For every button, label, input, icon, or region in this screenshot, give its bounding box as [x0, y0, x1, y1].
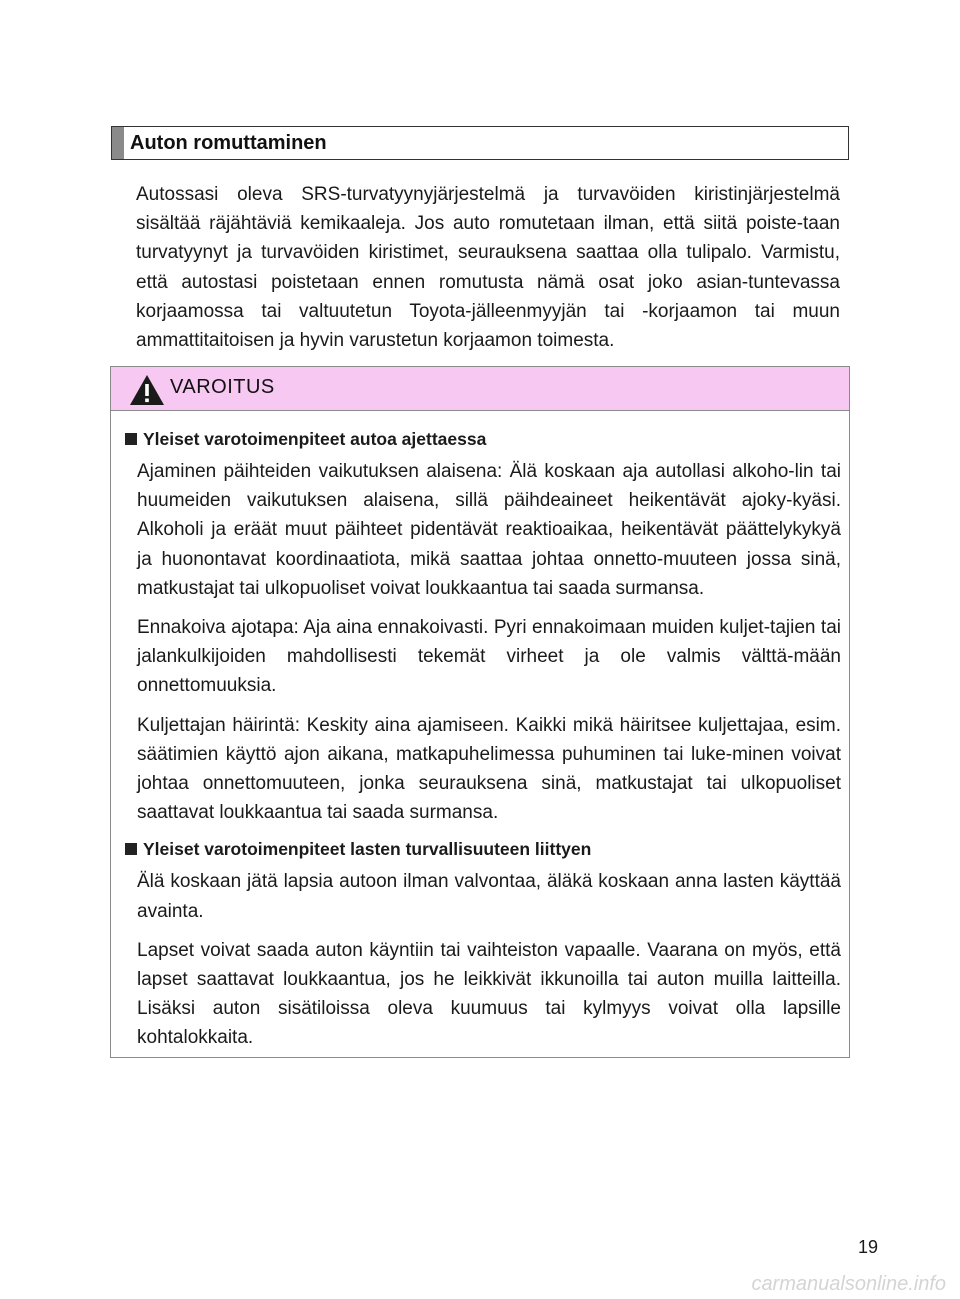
- section-title: Auton romuttaminen: [130, 132, 327, 154]
- warning-box: [110, 366, 850, 1058]
- subheading-text: Yleiset varotoimenpiteet autoa ajettaessa: [143, 429, 487, 449]
- warning-paragraph: Kuljettajan häirintä: Keskity aina ajamiseen. Kaikki mikä häiritsee kuljettajaa, esim. säätimien käyttö ajon aikana, matkapuhelimessa puhuminen tai luke-minen voivat johtaa onnettomuuteen, jonka seurauksena sinä, matkustajat tai ulkopuoliset saattavat loukkaantua tai saada surmansa.: [137, 714, 841, 824]
- warning-triangle-icon: [129, 374, 165, 406]
- bullet-square-icon: [125, 843, 137, 855]
- warning-paragraph: Ennakoiva ajotapa: Aja aina ennakoivasti. Pyri ennakoimaan muiden kuljet-tajien tai jalankulkijoiden mahdollisesti tekemät virheet ja ole valmis välttä-mään onnettomuuksia.: [137, 617, 841, 697]
- intro-paragraph: Autossasi oleva SRS-turvatyynyjärjestelmä ja turvavöiden kiristinjärjestelmä sisältää räjähtäviä kemikaaleja. Jos auto romutetaan ilman, että siitä poiste-taan turvatyynyt ja turvavöiden kiristimet, seurauksena saattaa olla tulipalo. Varmistu, että autostasi poistetaan ennen romutusta nämä osat joko asian-tuntevassa korjaamossa tai valtuutetun Toyota-jälleenmyyjän tai -korjaamon tai muun ammattitaitoisen ja hyvin varustetun korjaamon toimesta.: [136, 184, 840, 352]
- warning-paragraph: Älä koskaan jätä lapsia autoon ilman valvontaa, äläkä koskaan anna lasten käyttää avainta.: [137, 871, 841, 922]
- subheading-text: Yleiset varotoimenpiteet lasten turvallisuuteen liittyen: [143, 839, 592, 860]
- warning-label: VAROITUS: [170, 376, 275, 398]
- section-header: [111, 126, 849, 160]
- footer-watermark[interactable]: carmanualsonline.info: [751, 1273, 946, 1295]
- section-header-bar: [112, 127, 124, 159]
- bullet-square-icon: [125, 433, 137, 445]
- warning-subheading: [125, 427, 841, 451]
- page-number: 19: [858, 1237, 879, 1257]
- warning-body: [125, 427, 841, 1063]
- warning-paragraph: Lapset voivat saada auton käyntiin tai vaihteiston vapaalle. Vaarana on myös, että lapset saattavat loukkaantua, jos he leikkivät ikkunoilla tai auton muilla laitteilla. Lisäksi auton sisätiloissa oleva kuumuus tai kylmyys voivat olla lapsille kohtalokkaita.: [137, 939, 841, 1049]
- warning-subheading: [125, 837, 841, 861]
- warning-paragraph: Ajaminen päihteiden vaikutuksen alaisena: Älä koskaan aja autollasi alkoho-lin tai huumeiden vaikutuksen alaisena, sillä päihdeaineet heikentävät ajoky-kyäsi. Alkoholi ja eräät muut päihteet pidentävät reaktioaikaa, heikentävät päättelykykyä ja huonontavat koordinaatiota, mikä saattaa johtaa onnetto-muuteen jossa sinä, matkustajat tai ulkopuoliset voivat loukkaantua tai saada surmansa.: [137, 461, 841, 599]
- warning-header: [111, 367, 849, 411]
